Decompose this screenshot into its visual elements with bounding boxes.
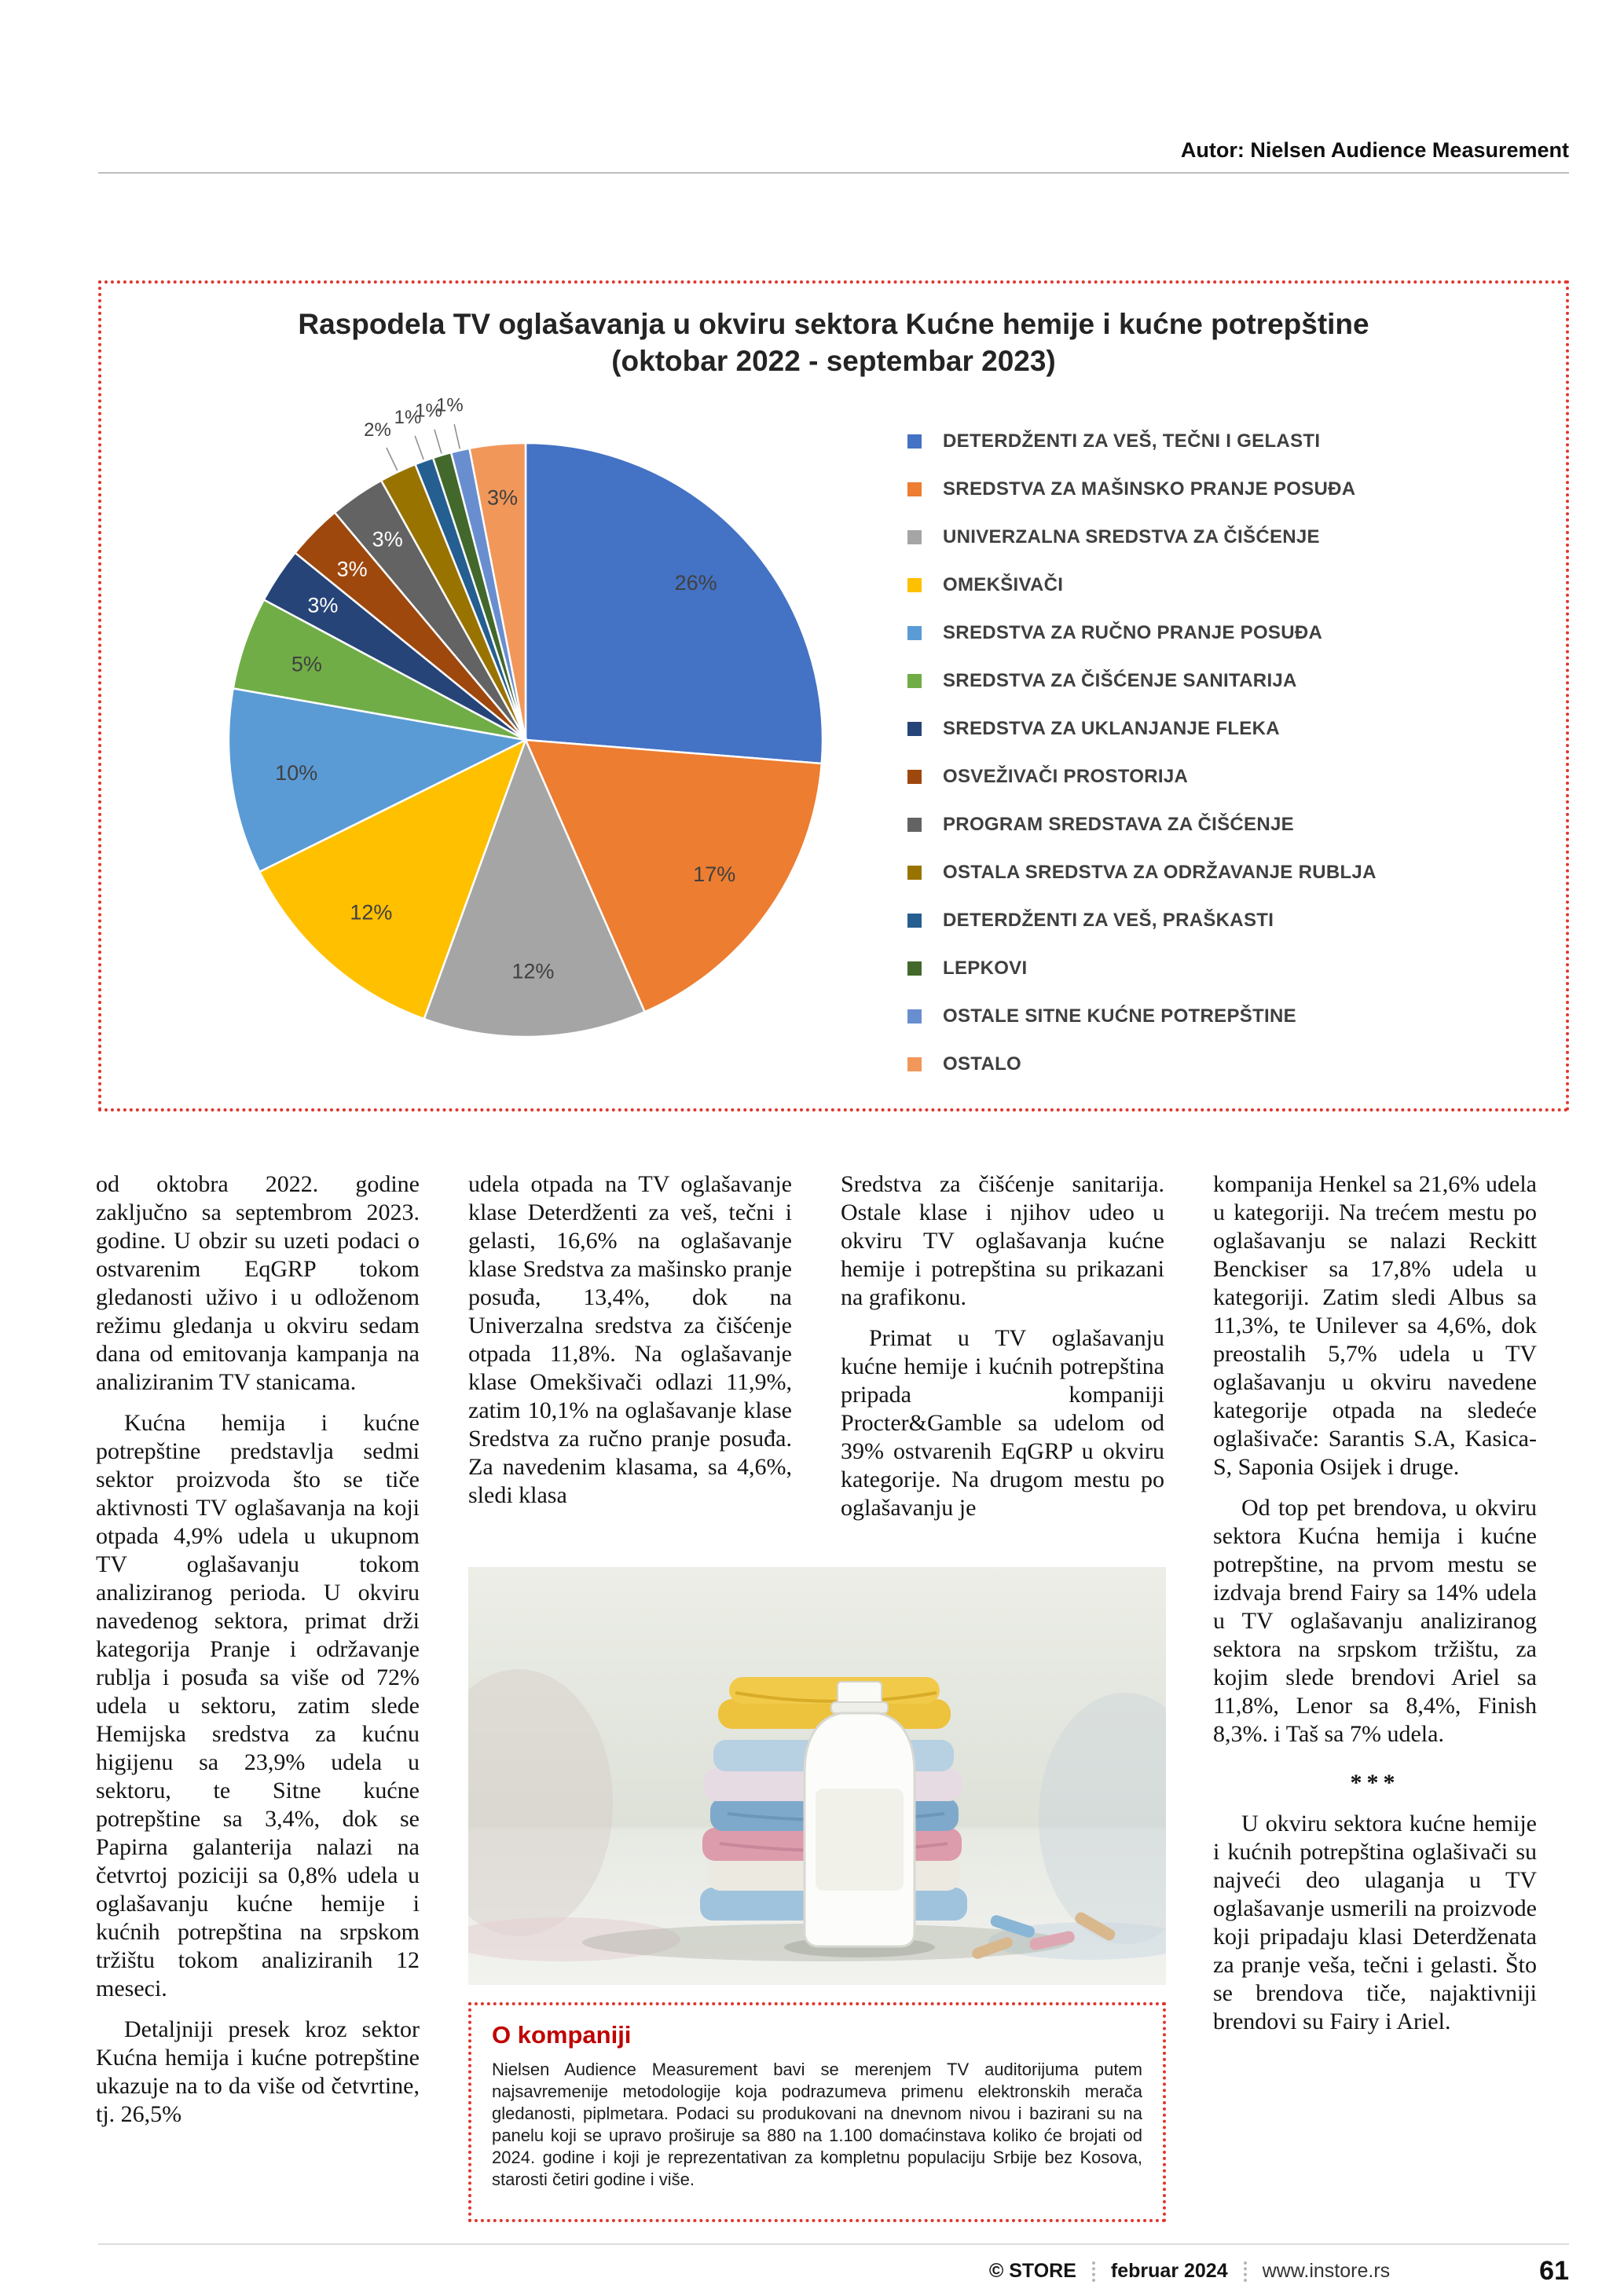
article-paragraph: kompanija Henkel sa 21,6% udela u kategoriji. Na trećem mestu po oglašavanju se nalazi Reckitt Benckiser sa 17,8% udela u kategoriji. Zatim sledi Albus sa 11,3%, te Unilever sa 4,6%, dok preostalih 5,7% udela u TV oglašavanju u okviru navedene kategorije otpada na sledeće oglašivače: Sarantis S.A, Kasica-S, Saponia Osijek i druge. [1213, 1171, 1537, 1480]
legend-swatch [907, 674, 922, 688]
pie-value-label: 1% [415, 400, 442, 422]
legend-item [907, 417, 1539, 465]
legend-label: LEPKOVI [943, 957, 1028, 979]
legend-swatch [907, 626, 922, 640]
legend-swatch [907, 1057, 922, 1071]
chart-title-line2: (oktobar 2022 - septembar 2023) [611, 345, 1056, 377]
chart-panel [98, 280, 1569, 1111]
footer-date: februar 2024 [1110, 2260, 1228, 2282]
legend-label: UNIVERZALNA SREDSTVA ZA ČIŠĆENJE [943, 525, 1320, 547]
article-column-1 [96, 1170, 420, 2129]
article-paragraph: od oktobra 2022. godine zaključno sa septembrom 2023. godine. U obzir su uzeti podaci o ostvarenim EqGRP tokom gledanosti uživo i u odloženom režimu gledanja u okviru sedam dana od emitovanja kampanja na analiziranim TV stanicama. [96, 1171, 420, 1395]
pie-value-label: 10% [275, 761, 318, 785]
chart-title [128, 306, 1539, 379]
legend-item [907, 657, 1539, 705]
footer-separator [1092, 2261, 1095, 2282]
legend-label: OSTALO [943, 1053, 1022, 1075]
pie-value-label: 17% [693, 862, 736, 886]
legend-label: OSTALE SITNE KUĆNE POTREPŠTINE [943, 1005, 1296, 1027]
page-number: 61 [1539, 2256, 1569, 2286]
article-column-2 [468, 1170, 792, 1510]
legend-swatch [907, 818, 922, 832]
footer-site-link[interactable]: www.instore.rs [1262, 2260, 1391, 2282]
legend-label: SREDSTVA ZA UKLANJANJE FLEKA [943, 717, 1280, 739]
legend-swatch [907, 866, 922, 880]
legend-item [907, 465, 1539, 513]
pie-chart [128, 383, 898, 1074]
legend-swatch [907, 914, 922, 928]
article-paragraph: udela otpada na TV oglašavanje klase Deterdženti za veš, tečni i gelasti, 16,6% na oglašavanje klase Sredstva za mašinsko pranje posuđa, 13,4%, dok na Univerzalna sredstva za čišćenje otpada 11,8%. Na oglašavanje klase Omekšivači odlazi 11,9%, zatim 10,1% na oglašavanje klase Sredstva za ručno pranje posuđa. Za navedenim klasama, sa 4,6%, sledi klasa [468, 1171, 792, 1508]
legend-swatch [907, 578, 922, 592]
pie-slice [526, 443, 823, 764]
article-paragraph: Primat u TV oglašavanju kućne hemije i kućnih potrepština pripada kompaniji Procter&Gamble sa udelom od 39% ostvarenih EqGRP u okviru kategorije. Na drugom mestu po oglašavanju je [841, 1325, 1164, 1521]
legend-item [907, 944, 1539, 992]
pie-value-label: 3% [307, 593, 339, 617]
pie-value-label: 3% [486, 485, 519, 510]
chart-title-line1: Raspodela TV oglašavanja u okviru sektora Kućne hemije i kućne potrepštine [298, 308, 1369, 340]
legend-label: DETERDŽENTI ZA VEŠ, PRAŠKASTI [943, 909, 1274, 931]
article-paragraph: Od top pet brendova, u okviru sektora Kućna hemija i kućne potrepštine, na prvom mestu se izdvaja brend Fairy sa 14% udela u TV oglašavanju analiziranog sektora na srpskom tržištu, za kojim slede brendovi Ariel sa 11,8%, Lenor sa 8,4%, Finish 8,3%. i Taš sa 7% udela. [1213, 1495, 1537, 1747]
pie-value-label: 1% [436, 394, 464, 416]
pie-chart-wrap [128, 383, 898, 1074]
legend-item [907, 753, 1539, 800]
article-paragraph: Kućna hemija i kućne potrepštine predstavlja sedmi sektor proizvoda što se tiče aktivnosti TV oglašavanja na koji otpada 4,9% udela u ukupnom TV oglašavanju tokom analiziranog perioda. U okviru navedenog sektora, primat drži kategorija Pranje i održavanje rublja i posuđa sa više od 72% udela u sektoru, zatim slede Hemijska sredstva za kućnu higijenu sa 23,9% udela u sektoru, te Sitne kućne potrepštine sa 3,4%, dok se Papirna galanterija nalazi na četvrtoj poziciji sa 0,8% udela u oglašavanju kućne hemije i kućnih potrepština na srpskom tržištu tokom analiziranih 12 meseci. [96, 1410, 420, 2001]
footer-separator [1244, 2261, 1247, 2282]
legend-swatch [907, 770, 922, 784]
footer-credits [989, 2260, 1390, 2283]
laundry-photo-illustration [468, 1567, 1166, 1985]
legend-swatch [907, 482, 922, 496]
legend-item [907, 705, 1539, 753]
legend-item [907, 848, 1539, 896]
article-paragraph: U okviru sektora kućne hemije i kućnih potrepština oglašivači su najveći deo ulaganja u TV oglašavanje usmerili na proizvode koji pripadaju klasi Deterdženata za pranje veša, tečni i gelasti. Što se brendova tiče, najaktivniji brendovi su Fairy i Ariel. [1213, 1811, 1537, 2034]
legend-label: PROGRAM SREDSTAVA ZA ČIŠĆENJE [943, 813, 1294, 835]
legend-item [907, 992, 1539, 1040]
pie-value-label: 5% [291, 652, 322, 676]
pie-value-label: 26% [674, 570, 717, 595]
legend-swatch [907, 961, 922, 976]
legend-label: SREDSTVA ZA MAŠINSKO PRANJE POSUĐA [943, 478, 1356, 500]
author-credit: Autor: Nielsen Audience Measurement [98, 138, 1569, 174]
company-box-title: O kompaniji [492, 2021, 632, 2049]
legend-swatch [907, 1009, 922, 1023]
legend-label: SREDSTVA ZA ČIŠĆENJE SANITARIJA [943, 669, 1297, 691]
pie-value-label: 3% [336, 557, 368, 581]
article-column-3 [841, 1170, 1164, 1522]
legend-label: OMEKŠIVAČI [943, 573, 1064, 595]
pie-value-label: 3% [372, 527, 403, 551]
company-box-body: Nielsen Audience Measurement bavi se merenjem TV auditorijuma putem najsavremenije metodologije koja podrazumeva primenu elektronskih merača gledanosti, piplmetara. Podaci su produkovani na dnevnom nivou i bazirani su na panelu koji se upravo proširuje sa 880 na 1.100 domaćinstava koliko će brojati od 2024. godine i koji je reprezentativan za kompletnu populaciju Srbije bez Kosova, starosti četiri godine i više. [492, 2060, 1142, 2189]
pie-label-leader-line [454, 424, 460, 449]
legend-item [907, 561, 1539, 609]
legend-label: DETERDŽENTI ZA VEŠ, TEČNI I GELASTI [943, 430, 1321, 452]
legend-item [907, 896, 1539, 944]
pie-value-label: 1% [394, 407, 422, 428]
legend-label: OSVEŽIVAČI PROSTORIJA [943, 765, 1189, 787]
legend-item [907, 800, 1539, 848]
legend-swatch [907, 722, 922, 736]
bottle-label [816, 1789, 904, 1891]
article-column-4 [1213, 1170, 1537, 2036]
legend-label: OSTALA SREDSTVA ZA ODRŽAVANJE RUBLJA [943, 861, 1377, 883]
article-photo [468, 1567, 1166, 1985]
chart-legend [898, 417, 1539, 1088]
legend-item [907, 1040, 1539, 1088]
page-footer [98, 2243, 1569, 2287]
footer-brand: © STORE [988, 2260, 1076, 2282]
pie-value-label: 12% [350, 900, 393, 925]
article-paragraph: Sredstva za čišćenje sanitarija. Ostale klase i njihov udeo u okviru TV oglašavanja kućne hemije i potrepština su prikazani na grafikonu. [841, 1171, 1164, 1310]
legend-swatch [907, 434, 922, 449]
chart-area [128, 383, 1539, 1088]
section-separator: *** [1350, 1770, 1400, 1796]
legend-label: SREDSTVA ZA RUČNO PRANJE POSUĐA [943, 621, 1323, 643]
pie-label-leader-line [434, 430, 442, 454]
pie-value-label: 2% [364, 419, 391, 441]
company-info-box [468, 2002, 1166, 2222]
article-paragraph: Detaljniji presek kroz sektor Kućna hemija i kućne potrepštine ukazuje na to da više od četvrtine, tj. 26,5% [96, 2016, 420, 2127]
pie-label-leader-line [387, 448, 398, 471]
pie-label-leader-line [415, 436, 423, 460]
pie-value-label: 12% [511, 959, 555, 983]
legend-swatch [907, 530, 922, 544]
legend-item [907, 609, 1539, 657]
legend-item [907, 513, 1539, 561]
